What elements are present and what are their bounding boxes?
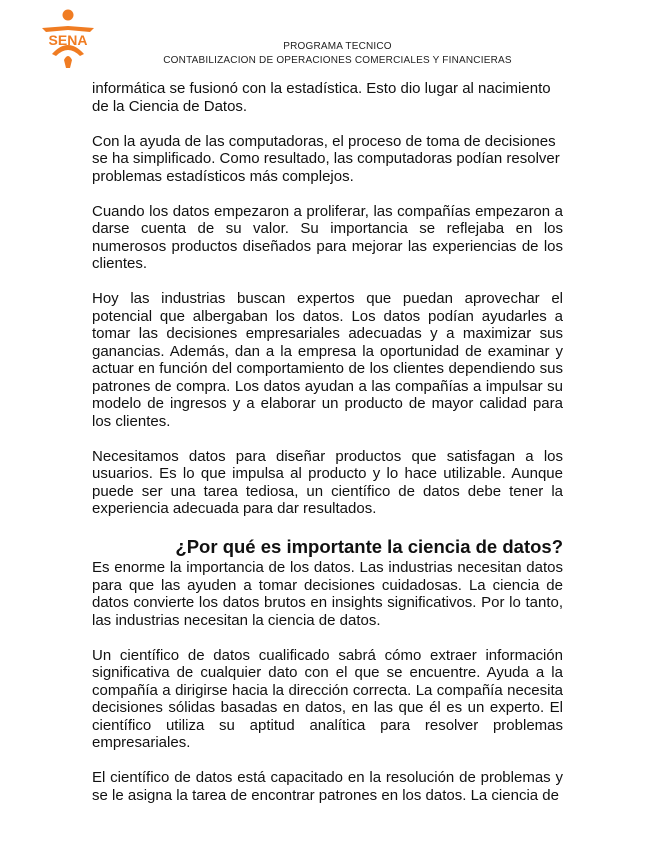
- paragraph: Con la ayuda de las computadoras, el proceso de toma de decisiones se ha simplificado. Como resultado, las computadoras podían resolver problemas estadísticos más complejos.: [92, 132, 560, 185]
- paragraph: Hoy las industrias buscan expertos que puedan aprovechar el potencial que albergaban los datos. Los datos podían ayudarles a tomar las decisiones empresariales adecuadas y a maximizar sus ganancias. Además, dan a la empresa la oportunidad de examinar y actuar en función del comportamiento de los clientes dependiendo sus patrones de compra. Los datos ayudan a las compañías a impulsar su modelo de ingresos y a elaborar un producto de mayor calidad para los clientes.: [92, 290, 563, 430]
- program-subtitle: CONTABILIZACION DE OPERACIONES COMERCIALES Y FINANCIERAS: [163, 55, 512, 66]
- paragraph: Cuando los datos empezaron a proliferar, las compañías empezaron a darse cuenta de su valor. Su importancia se reflejaba en los numerosos productos diseñados para mejorar las experiencias de los clientes.: [92, 202, 563, 272]
- section-heading: ¿Por qué es importante la ciencia de datos?: [175, 536, 563, 557]
- sena-logo-icon: [36, 8, 100, 70]
- paragraph: Es enorme la importancia de los datos. Las industrias necesitan datos para que las ayuden a tomar decisiones cuidadosas. La ciencia de datos convierte los datos brutos en insights significativos. Por lo tanto, las industrias necesitan la ciencia de datos.: [92, 559, 563, 629]
- sena-logo: [36, 8, 100, 70]
- document-body: [92, 80, 563, 822]
- paragraph: Necesitamos datos para diseñar productos que satisfagan a los usuarios. Es lo que impulsa al producto y lo hace utilizable. Aunque puede ser una tarea tediosa, un científico de datos debe tener la experiencia adecuada para dar resultados.: [92, 447, 563, 517]
- document-header: [120, 40, 555, 68]
- paragraph: informática se fusionó con la estadística. Esto dio lugar al nacimiento de la Ciencia de Datos.: [92, 80, 551, 115]
- logo-text: SENA: [48, 32, 88, 48]
- paragraph: El científico de datos está capacitado en la resolución de problemas y se le asigna la tarea de encontrar patrones en los datos. La ciencia de: [92, 769, 563, 804]
- paragraph: Un científico de datos cualificado sabrá cómo extraer información significativa de cualquier dato con el que se encuentre. Ayuda a la compañía a dirigirse hacia la dirección correcta. La compañía necesita decisiones sólidas basadas en datos, en las que él es un experto. El científico utiliza su aptitud analítica para resolver problemas empresariales.: [92, 646, 563, 751]
- program-title: PROGRAMA TECNICO: [283, 41, 392, 52]
